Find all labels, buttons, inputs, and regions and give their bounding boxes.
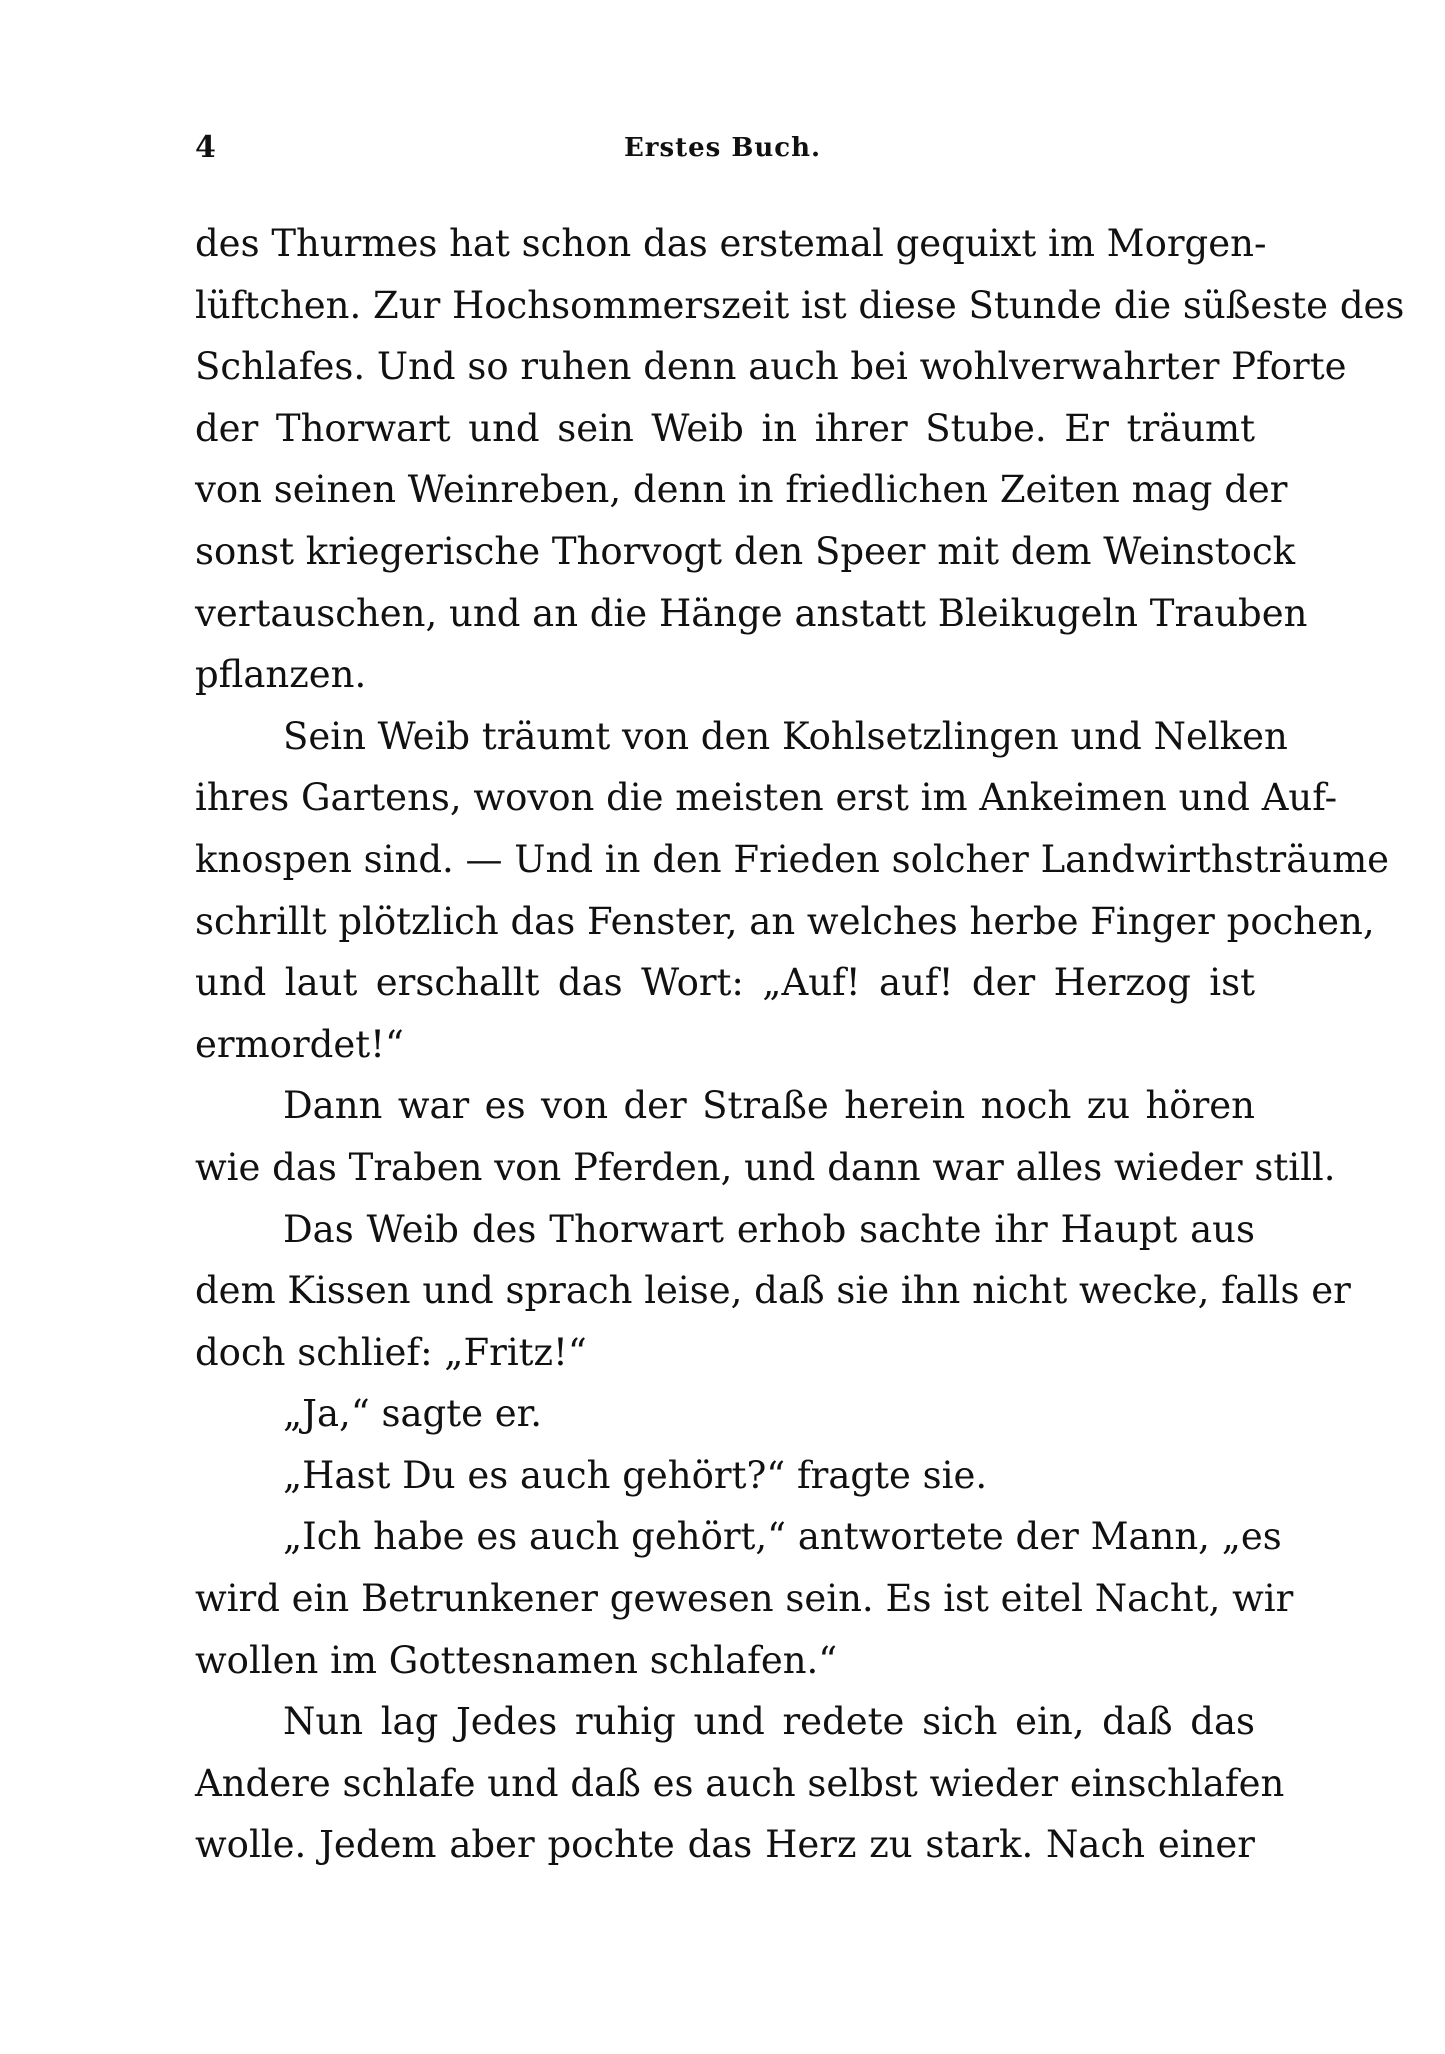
running-head [195,128,1250,168]
text-line: vertauschen, und an die Hänge anstatt Bleikugeln Trauben [195,591,1308,635]
text-line: pflanzen. [195,653,367,697]
text-line: knospen sind. — Und in den Frieden solcher Landwirthsträume [195,837,1390,881]
text-line: wollen im Gottesnamen schlafen.“ [195,1638,838,1682]
text-line: doch schlief: „Fritz!“ [195,1330,587,1374]
text-line: Andere schlafe und daß es auch selbst wieder einschlafen [195,1761,1285,1805]
text-line: wie das Traben von Pferden, und dann war alles wieder still. [195,1145,1336,1189]
text-line: „Hast Du es auch gehört?“ fragte sie. [283,1453,988,1497]
text-line: schrillt plötzlich das Fenster, an welches herbe Finger pochen, [195,899,1375,943]
text-line: lüftchen. Zur Hochsommerszeit ist diese Stunde die süßeste des [195,283,1405,327]
text-line: des Thurmes hat schon das erstemal gequixt im Morgen- [195,222,1267,265]
text-line: ihres Gartens, wovon die meisten erst im Ankeimen und Auf- [195,776,1338,820]
text-line: wird ein Betrunkener gewesen sein. Es ist eitel Nacht, wir [195,1577,1294,1621]
text-line: Nun lag Jedes ruhig und redete sich ein, daß das [283,1700,1255,1744]
body-text [195,213,1405,1876]
text-line: „Ja,“ sagte er. [283,1392,543,1436]
text-line: dem Kissen und sprach leise, daß sie ihn nicht wecke, falls er [195,1269,1351,1313]
text-line: Sein Weib träumt von den Kohlsetzlingen und Nelken [283,714,1288,758]
text-line: der Thorwart und sein Weib in ihrer Stube. Er träumt [195,406,1255,450]
text-line: und laut erschallt das Wort: „Auf! auf! der Herzog ist [195,961,1255,1005]
section-title: Erstes Buch. [623,133,822,163]
text-line: „Ich habe es auch gehört,“ antwortete der Mann, „es [283,1515,1282,1559]
text-line: Schlafes. Und so ruhen denn auch bei wohlverwahrter Pforte [195,345,1347,389]
text-line: Dann war es von der Straße herein noch zu hören [283,1084,1255,1128]
page-number: 4 [195,130,216,165]
text-line: ermordet!“ [195,1022,404,1066]
text-line: von seinen Weinreben, denn in friedlichen Zeiten mag der [195,468,1288,512]
text-line: wolle. Jedem aber pochte das Herz zu stark. Nach einer [195,1823,1255,1867]
text-line: sonst kriegerische Thorvogt den Speer mit dem Weinstock [195,529,1296,573]
text-line: Das Weib des Thorwart erhob sachte ihr Haupt aus [283,1207,1255,1251]
